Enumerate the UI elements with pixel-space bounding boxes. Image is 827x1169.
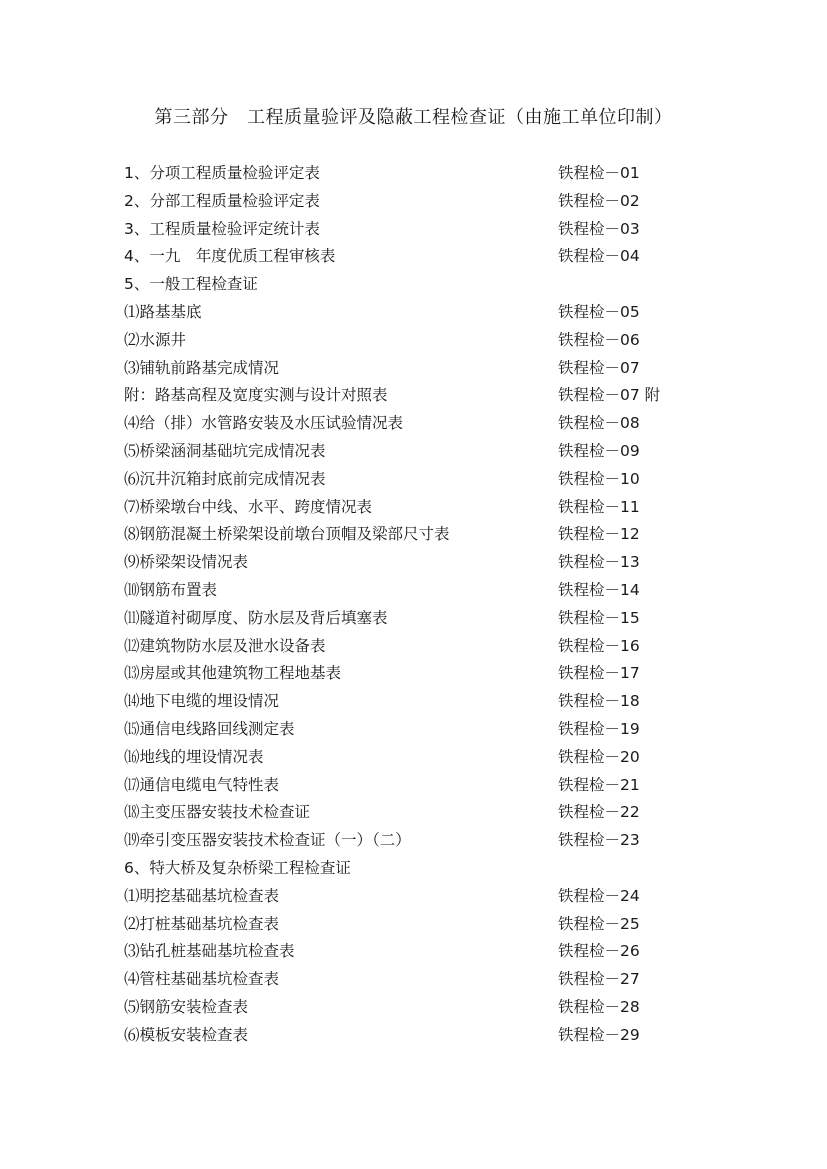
toc-item-label: ⑸钢筋安装检查表: [124, 997, 249, 1016]
toc-item-label: 5、一般工程检查证: [124, 275, 258, 294]
toc-item-code: 铁程检－23: [558, 831, 640, 850]
toc-row: [124, 271, 684, 299]
toc-row: [124, 744, 684, 772]
toc-row: [124, 716, 684, 744]
toc-item-code: 铁程检－19: [558, 719, 640, 738]
toc-item-code: 铁程检－11: [558, 497, 640, 516]
toc-item-label: 附：路基高程及宽度实测与设计对照表: [124, 386, 388, 405]
toc-row: [124, 188, 684, 216]
toc-item-code: 铁程检－13: [558, 553, 640, 572]
toc-item-label: ⑷给（排）水管路安装及水压试验情况表: [124, 414, 404, 433]
toc-row: [124, 772, 684, 800]
toc-row: [124, 660, 684, 688]
toc-item-label: ⒂通信电线路回线测定表: [124, 719, 295, 738]
toc-row: [124, 494, 684, 522]
toc-item-code: 铁程检－08: [558, 414, 640, 433]
toc-item-code: 铁程检－12: [558, 525, 640, 544]
toc-item-code: 铁程检－05: [558, 302, 640, 321]
toc-item-label: ⑾隧道衬砌厚度、防水层及背后填塞表: [124, 608, 388, 627]
toc-row: [124, 855, 684, 883]
toc-row: [124, 382, 684, 410]
toc-row: [124, 799, 684, 827]
toc-item-label: ⑵水源井: [124, 330, 187, 349]
toc-row: [124, 160, 684, 188]
toc-item-code: 铁程检－17: [558, 664, 640, 683]
toc-item-code: 铁程检－09: [558, 441, 640, 460]
toc-item-label: ⑴路基基底: [124, 302, 202, 321]
toc-item-code: 铁程检－16: [558, 636, 640, 655]
toc-row: [124, 299, 684, 327]
toc-item-label: 3、工程质量检验评定统计表: [124, 219, 320, 238]
toc-item-label: ⑵打桩基础基坑检查表: [124, 914, 280, 933]
toc-item-label: ⒆牵引变压器安装技术检查证（一）（二）: [124, 831, 411, 850]
toc-item-code: 铁程检－04: [558, 247, 640, 266]
toc-item-label: ⑸桥梁涵洞基础坑完成情况表: [124, 441, 326, 460]
toc-row: [124, 549, 684, 577]
toc-item-code: 铁程检－21: [558, 775, 640, 794]
table-of-contents: [124, 160, 684, 1050]
toc-row: [124, 438, 684, 466]
toc-item-code: 铁程检－10: [558, 469, 640, 488]
toc-row: [124, 577, 684, 605]
toc-item-label: ⑶铺轨前路基完成情况: [124, 358, 280, 377]
toc-item-label: ⑷管柱基础基坑检查表: [124, 970, 280, 989]
toc-item-label: ⒅主变压器安装技术检查证: [124, 803, 311, 822]
toc-row: [124, 216, 684, 244]
toc-row: [124, 911, 684, 939]
toc-item-label: ⑹模板安装检查表: [124, 1025, 249, 1044]
toc-row: [124, 938, 684, 966]
toc-item-code: 铁程检－24: [558, 886, 640, 905]
toc-item-code: 铁程检－26: [558, 942, 640, 961]
toc-item-code: 铁程检－07 附: [558, 386, 661, 405]
toc-item-label: 6、特大桥及复杂桥梁工程检查证: [124, 858, 351, 877]
toc-row: [124, 883, 684, 911]
toc-item-code: 铁程检－28: [558, 997, 640, 1016]
toc-item-code: 铁程检－20: [558, 747, 640, 766]
toc-item-label: ⑿建筑物防水层及泄水设备表: [124, 636, 326, 655]
toc-row: [124, 410, 684, 438]
toc-item-code: 铁程检－01: [558, 164, 640, 182]
toc-row: [124, 994, 684, 1022]
toc-item-label: ⒃地线的埋设情况表: [124, 747, 264, 766]
toc-item-label: ⑻钢筋混凝土桥梁架设前墩台顶帽及梁部尺寸表: [124, 525, 450, 544]
toc-row: [124, 521, 684, 549]
toc-row: [124, 688, 684, 716]
toc-item-label: ⑴明挖基础基坑检查表: [124, 886, 280, 905]
toc-item-code: 铁程检－27: [558, 970, 640, 989]
toc-item-code: 铁程检－18: [558, 692, 640, 711]
toc-item-label: ⑶钻孔桩基础基坑检查表: [124, 942, 295, 961]
toc-item-code: 铁程检－22: [558, 803, 640, 822]
toc-item-label: ⑺桥梁墩台中线、水平、跨度情况表: [124, 497, 373, 516]
toc-row: [124, 466, 684, 494]
toc-item-code: 铁程检－06: [558, 330, 640, 349]
toc-item-code: 铁程检－29: [558, 1025, 640, 1044]
toc-row: [124, 605, 684, 633]
toc-item-code: 铁程检－14: [558, 580, 640, 599]
toc-item-label: 1、分项工程质量检验评定表: [124, 164, 320, 182]
toc-row: [124, 243, 684, 271]
toc-row: [124, 327, 684, 355]
toc-item-label: 2、分部工程质量检验评定表: [124, 191, 320, 210]
toc-item-label: 4、一九 年度优质工程审核表: [124, 247, 336, 266]
toc-row: [124, 1022, 684, 1050]
toc-item-code: 铁程检－15: [558, 608, 640, 627]
toc-row: [124, 966, 684, 994]
toc-item-label: ⒄通信电缆电气特性表: [124, 775, 280, 794]
page-title: 第三部分 工程质量验评及隐蔽工程检查证（由施工单位印制）: [154, 107, 673, 128]
toc-item-code: 铁程检－02: [558, 191, 640, 210]
toc-item-code: 铁程检－03: [558, 219, 640, 238]
toc-item-label: ⒀房屋或其他建筑物工程地基表: [124, 664, 342, 683]
toc-row: [124, 827, 684, 855]
toc-item-code: 铁程检－07: [558, 358, 640, 377]
toc-item-label: ⒁地下电缆的埋设情况: [124, 692, 280, 711]
toc-row: [124, 355, 684, 383]
toc-row: [124, 633, 684, 661]
toc-item-label: ⑽钢筋布置表: [124, 580, 218, 599]
toc-item-label: ⑹沉井沉箱封底前完成情况表: [124, 469, 326, 488]
toc-item-code: 铁程检－25: [558, 914, 640, 933]
toc-item-label: ⑼桥梁架设情况表: [124, 553, 249, 572]
